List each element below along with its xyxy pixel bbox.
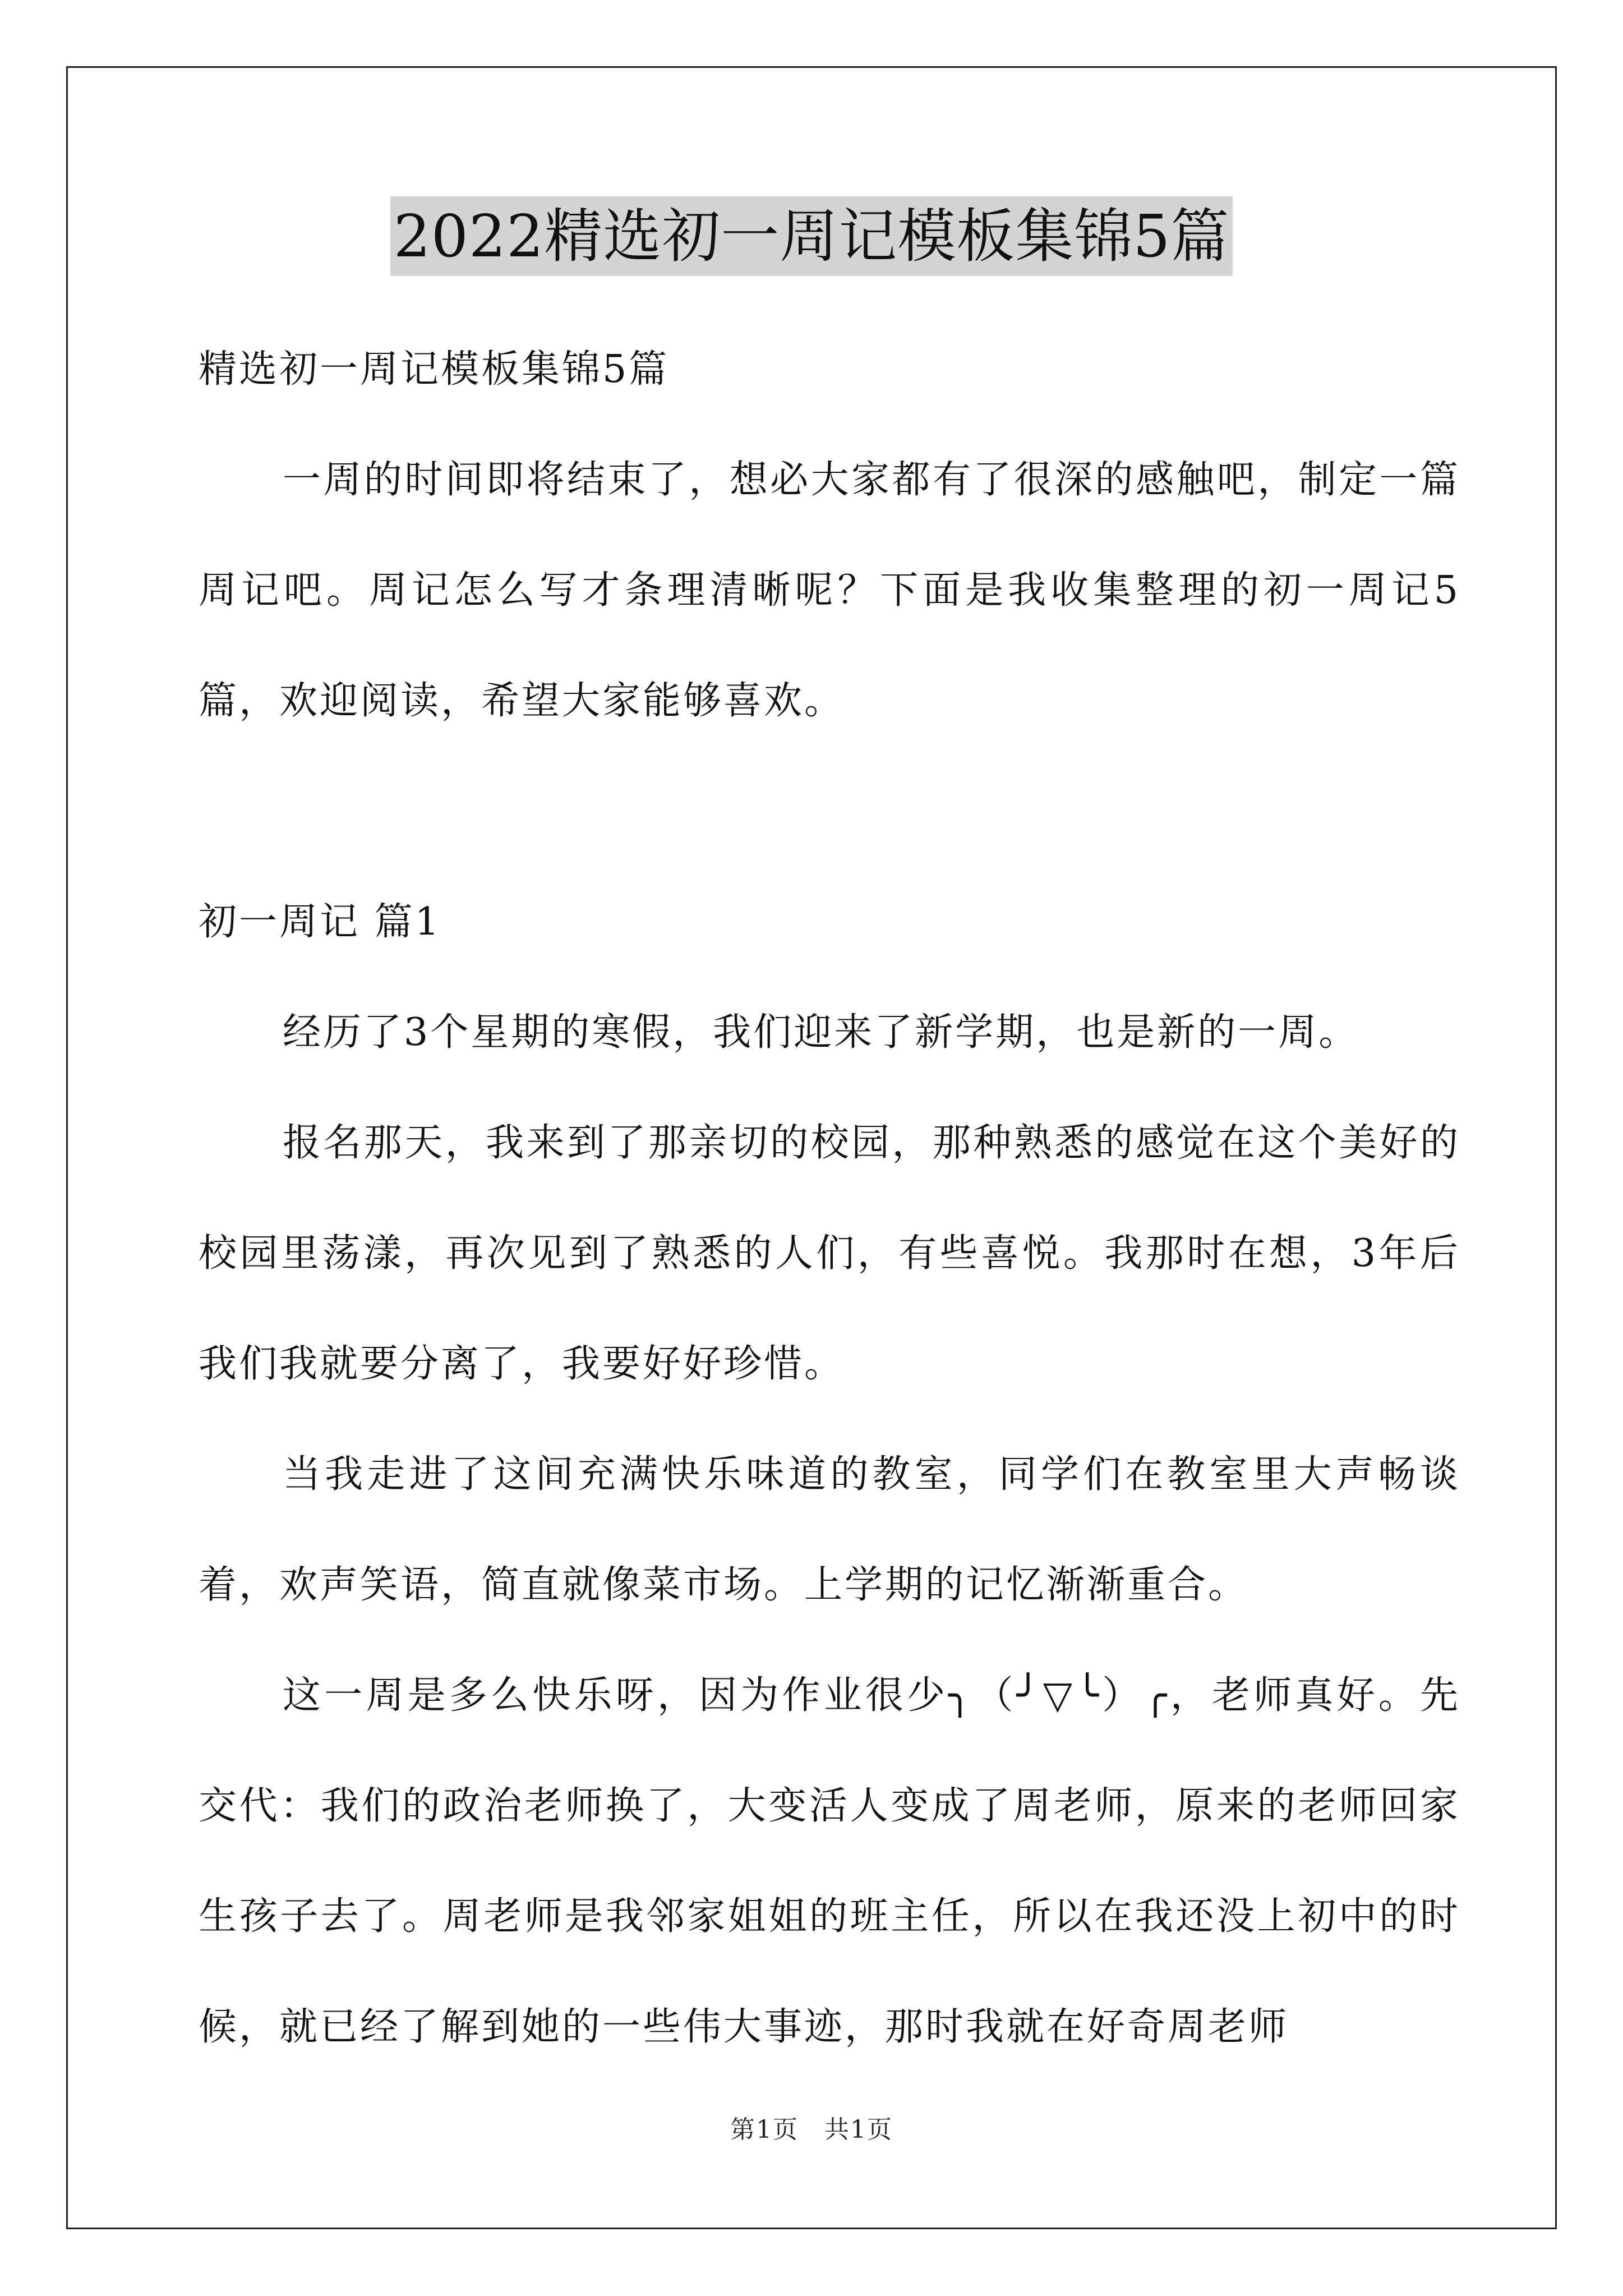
body-paragraph-1: 经历了3个星期的寒假，我们迎来了新学期，也是新的一周。 [283,1010,1359,1055]
document-body [199,314,1460,2082]
intro-paragraph: 一周的时间即将结束了，想必大家都有了很深的感触吧，制定一篇周记吧。周记怎么写才条理清晰呢？下面是我收集整理的初一周记5篇，欢迎阅读，希望大家能够喜欢。 [199,458,1460,723]
section-heading: 初一周记 篇1 [199,900,441,944]
document-subtitle: 精选初一周记模板集锦5篇 [199,347,670,392]
page-footer: 第1页 共1页 [730,2115,893,2144]
body-paragraph-3: 当我走进了这间充满快乐味道的教室，同学们在教室里大声畅谈着，欢声笑语，简直就像菜市场。上学期的记忆渐渐重合。 [199,1452,1460,1607]
spacer [199,756,1460,867]
document-title: 2022精选初一周记模板集锦5篇 [390,196,1233,276]
body-paragraph-2: 报名那天，我来到了那亲切的校园，那种熟悉的感觉在这个美好的校园里荡漾，再次见到了熟悉的人们，有些喜悦。我那时在想，3年后我们我就要分离了，我要好好珍惜。 [199,1121,1460,1386]
title-wrap [0,196,1623,276]
body-paragraph-4: 这一周是多么快乐呀，因为作业很少╮（╯▽╰）╭，老师真好。先交代：我们的政治老师换了，大变活人变成了周老师，原来的老师回家生孩子去了。周老师是我邻家姐姐的班主任，所以在我还没上初中的时候，就已经了解到她的一些伟大事迹，那时我就在好奇周老师 [199,1673,1460,2049]
